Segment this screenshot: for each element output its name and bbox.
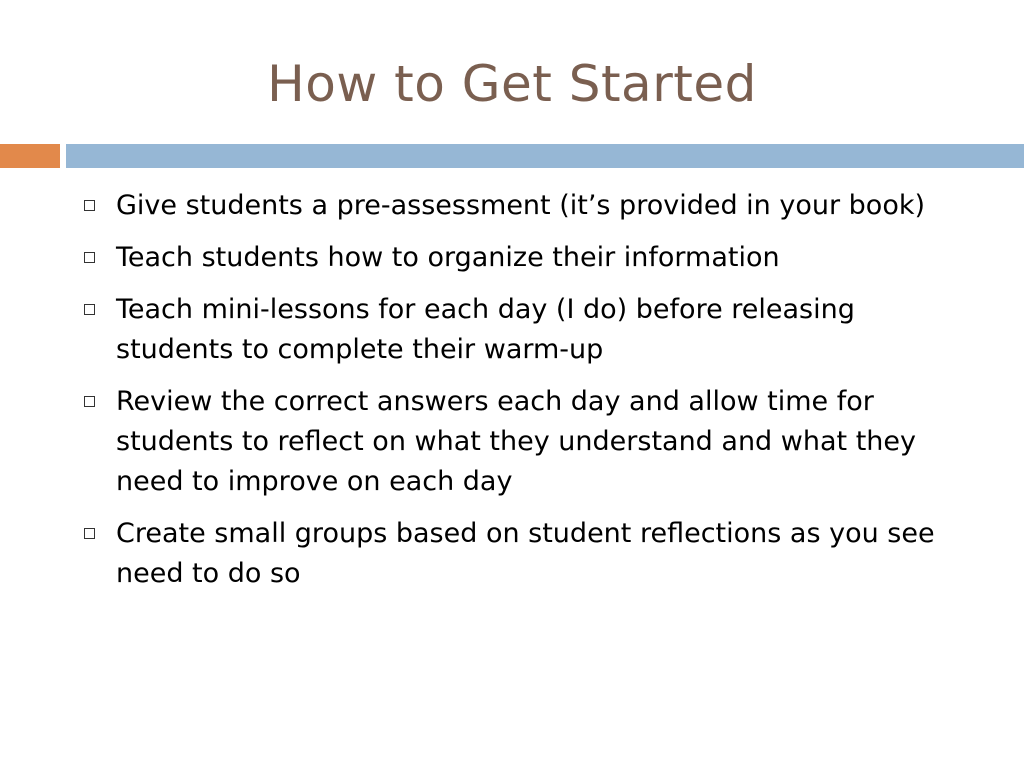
hollow-square-icon <box>84 396 95 407</box>
hollow-square-icon <box>84 528 95 539</box>
bullet-text: Teach mini-lessons for each day (I do) before releasing students to complete their warm-up <box>116 294 855 365</box>
hollow-square-icon <box>84 304 95 315</box>
bullet-item <box>80 382 980 502</box>
bullet-text: Give students a pre-assessment (it’s provided in your book) <box>116 190 926 221</box>
bullet-item <box>80 238 980 278</box>
slide-title: How to Get Started <box>267 55 757 113</box>
title-accent-bar <box>0 144 60 168</box>
bullet-text: Create small groups based on student reflections as you see need to do so <box>116 518 935 589</box>
bullet-item <box>80 186 980 226</box>
bullet-text: Teach students how to organize their information <box>116 242 780 273</box>
bullet-item <box>80 514 980 594</box>
bullet-item <box>80 290 980 370</box>
hollow-square-icon <box>84 252 95 263</box>
title-divider-bar <box>66 144 1024 168</box>
bullet-text: Review the correct answers each day and allow time for students to reflect on what they understand and what they need to improve on each day <box>116 386 916 497</box>
bullet-list <box>80 186 980 606</box>
hollow-square-icon <box>84 200 95 211</box>
